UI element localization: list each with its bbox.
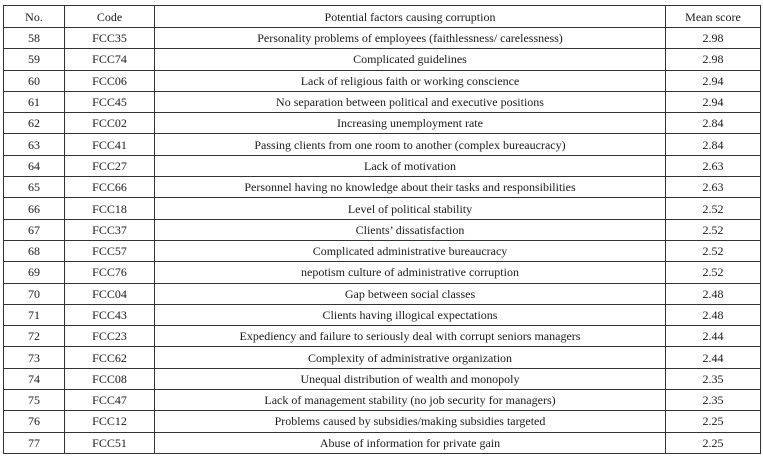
cell-code: FCC27 — [65, 155, 155, 176]
cell-no: 69 — [4, 262, 65, 283]
cell-code: FCC51 — [65, 432, 155, 453]
cell-mean-score: 2.44 — [666, 326, 761, 347]
cell-mean-score: 2.35 — [666, 368, 761, 389]
cell-factor: nepotism culture of administrative corruption — [155, 262, 666, 283]
cell-mean-score: 2.25 — [666, 411, 761, 432]
table-row — [4, 219, 761, 240]
cell-no: 70 — [4, 283, 65, 304]
table-row — [4, 326, 761, 347]
table-header-row — [4, 6, 761, 28]
table-row — [4, 368, 761, 389]
table-row — [4, 198, 761, 219]
cell-factor: Abuse of information for private gain — [155, 432, 666, 453]
table-row — [4, 390, 761, 411]
cell-no: 62 — [4, 113, 65, 134]
cell-factor: Increasing unemployment rate — [155, 113, 666, 134]
cell-mean-score: 2.52 — [666, 198, 761, 219]
cell-mean-score: 2.98 — [666, 49, 761, 70]
cell-mean-score: 2.63 — [666, 177, 761, 198]
cell-factor: Unequal distribution of wealth and monopoly — [155, 368, 666, 389]
cell-mean-score: 2.94 — [666, 91, 761, 112]
cell-factor: Passing clients from one room to another (complex bureaucracy) — [155, 134, 666, 155]
cell-no: 72 — [4, 326, 65, 347]
cell-code: FCC37 — [65, 219, 155, 240]
cell-factor: Complicated guidelines — [155, 49, 666, 70]
cell-mean-score: 2.52 — [666, 262, 761, 283]
cell-mean-score: 2.48 — [666, 304, 761, 325]
cell-code: FCC06 — [65, 70, 155, 91]
cell-code: FCC02 — [65, 113, 155, 134]
cell-no: 60 — [4, 70, 65, 91]
cell-code: FCC04 — [65, 283, 155, 304]
cell-factor: Lack of management stability (no job security for managers) — [155, 390, 666, 411]
table-row — [4, 134, 761, 155]
cell-no: 61 — [4, 91, 65, 112]
cell-factor: Problems caused by subsidies/making subsidies targeted — [155, 411, 666, 432]
cell-code: FCC66 — [65, 177, 155, 198]
table-row — [4, 283, 761, 304]
cell-mean-score: 2.63 — [666, 155, 761, 176]
header-no: No. — [4, 6, 65, 28]
table-row — [4, 155, 761, 176]
cell-no: 66 — [4, 198, 65, 219]
cell-mean-score: 2.52 — [666, 240, 761, 261]
cell-code: FCC74 — [65, 49, 155, 70]
cell-code: FCC76 — [65, 262, 155, 283]
cell-factor: Complexity of administrative organization — [155, 347, 666, 368]
cell-factor: Expediency and failure to seriously deal with corrupt seniors managers — [155, 326, 666, 347]
cell-no: 58 — [4, 28, 65, 49]
table-row — [4, 304, 761, 325]
cell-no: 68 — [4, 240, 65, 261]
cell-mean-score: 2.48 — [666, 283, 761, 304]
cell-code: FCC08 — [65, 368, 155, 389]
cell-code: FCC45 — [65, 91, 155, 112]
cell-no: 59 — [4, 49, 65, 70]
cell-mean-score: 2.52 — [666, 219, 761, 240]
factors-table-container — [3, 5, 760, 454]
cell-factor: Level of political stability — [155, 198, 666, 219]
cell-no: 71 — [4, 304, 65, 325]
table-row — [4, 177, 761, 198]
cell-code: FCC47 — [65, 390, 155, 411]
table-row — [4, 240, 761, 261]
cell-mean-score: 2.44 — [666, 347, 761, 368]
cell-factor: Lack of religious faith or working conscience — [155, 70, 666, 91]
cell-no: 64 — [4, 155, 65, 176]
cell-mean-score: 2.84 — [666, 134, 761, 155]
cell-factor: Lack of motivation — [155, 155, 666, 176]
cell-mean-score: 2.94 — [666, 70, 761, 91]
table-row — [4, 28, 761, 49]
cell-code: FCC57 — [65, 240, 155, 261]
cell-mean-score: 2.98 — [666, 28, 761, 49]
cell-code: FCC12 — [65, 411, 155, 432]
cell-no: 63 — [4, 134, 65, 155]
header-code: Code — [65, 6, 155, 28]
cell-factor: No separation between political and executive positions — [155, 91, 666, 112]
table-row — [4, 262, 761, 283]
header-mean-score: Mean score — [666, 6, 761, 28]
cell-code: FCC23 — [65, 326, 155, 347]
table-row — [4, 432, 761, 453]
cell-factor: Clients having illogical expectations — [155, 304, 666, 325]
cell-no: 65 — [4, 177, 65, 198]
cell-factor: Clients’ dissatisfaction — [155, 219, 666, 240]
cell-code: FCC62 — [65, 347, 155, 368]
table-row — [4, 113, 761, 134]
cell-mean-score: 2.25 — [666, 432, 761, 453]
table-row — [4, 91, 761, 112]
table-row — [4, 411, 761, 432]
cell-factor: Gap between social classes — [155, 283, 666, 304]
header-factor: Potential factors causing corruption — [155, 6, 666, 28]
table-body — [4, 28, 761, 454]
cell-no: 73 — [4, 347, 65, 368]
cell-mean-score: 2.84 — [666, 113, 761, 134]
cell-code: FCC43 — [65, 304, 155, 325]
cell-no: 74 — [4, 368, 65, 389]
table-row — [4, 347, 761, 368]
cell-factor: Personnel having no knowledge about their tasks and responsibilities — [155, 177, 666, 198]
cell-code: FCC35 — [65, 28, 155, 49]
table-row — [4, 70, 761, 91]
corruption-factors-table — [3, 5, 761, 454]
cell-code: FCC41 — [65, 134, 155, 155]
cell-factor: Complicated administrative bureaucracy — [155, 240, 666, 261]
cell-no: 77 — [4, 432, 65, 453]
table-row — [4, 49, 761, 70]
cell-code: FCC18 — [65, 198, 155, 219]
cell-mean-score: 2.35 — [666, 390, 761, 411]
cell-no: 67 — [4, 219, 65, 240]
cell-factor: Personality problems of employees (faithlessness/ carelessness) — [155, 28, 666, 49]
cell-no: 76 — [4, 411, 65, 432]
cell-no: 75 — [4, 390, 65, 411]
